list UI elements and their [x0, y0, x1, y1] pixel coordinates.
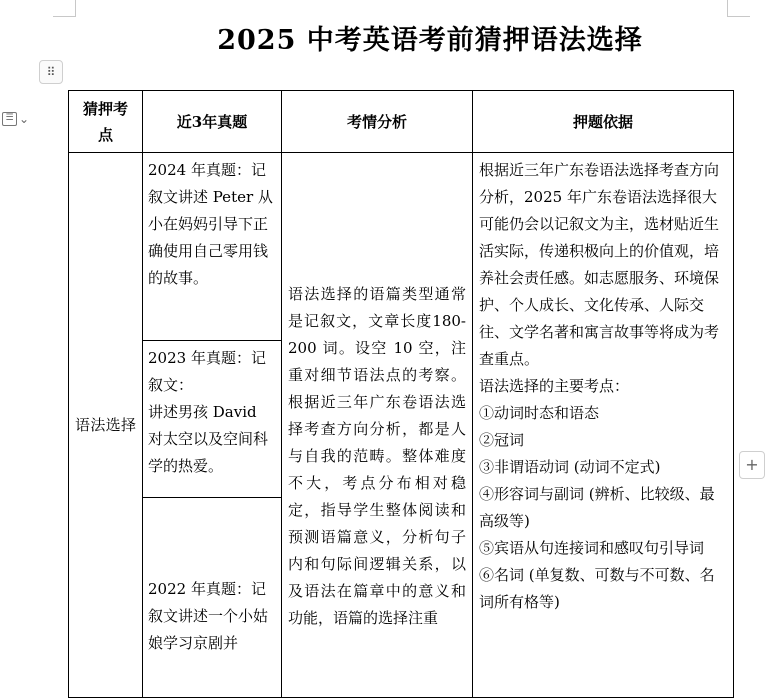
- header-exams: 近3年真题: [143, 91, 282, 153]
- exam-2022-text: 2022 年真题：记叙文讲述一个小姑娘学习京剧并: [148, 580, 269, 652]
- header-topic: 猜押考点: [69, 91, 143, 153]
- topic-label: 语法选择: [75, 416, 136, 434]
- basis-point: ⑥名词 (单复数、可数与不可数、名词所有格等): [479, 566, 715, 611]
- analysis-text: 语法选择的语篇类型通常是记叙文，文章长度180-200 词。设空 10 空，注重对细节语法点的考察。根据近三年广东卷语法选择考查方向分析，都是人与自我的范畴。整体难度不大，考点分布相对稳定，指导学生整体阅读和预测语篇意义，分析句子内和句际间逻辑关系，以及语法在篇章中的意义和功能，语篇的选择注重: [288, 285, 466, 627]
- exam-2022-cell: [143, 498, 282, 698]
- table-header-row: [69, 91, 734, 153]
- topic-cell: [69, 153, 143, 698]
- paragraph-icon: ☰: [2, 112, 17, 126]
- basis-intro: 根据近三年广东卷语法选择考查方向分析，2025 年广东卷语法选择很大可能仍会以记叙文为主，选材贴近生活实际，传递积极向上的价值观，培养社会责任感。如志愿服务、环境保护、个人成长、文化传承、人际交往、文学名著和寓言故事等将成为考查重点。: [479, 161, 720, 368]
- basis-point: ②冠词: [479, 431, 525, 449]
- basis-point: ③非谓语动词 (动词不定式): [479, 458, 661, 476]
- basis-point: ①动词时态和语态: [479, 404, 600, 422]
- header-basis: 押题依据: [473, 91, 734, 153]
- paragraph-format-button[interactable]: [2, 109, 40, 129]
- analysis-cell: [282, 153, 473, 698]
- page-corner-left: [53, 0, 76, 17]
- basis-cell: [473, 153, 734, 698]
- header-analysis: 考情分析: [282, 91, 473, 153]
- exam-2024-cell: [143, 153, 282, 341]
- basis-points-title: 语法选择的主要考点：: [479, 377, 630, 395]
- exam-2024-text: 2024 年真题：记叙文讲述 Peter 从小在妈妈引导下正确使用自己零用钱的故事。: [148, 161, 273, 287]
- add-column-button[interactable]: [739, 451, 765, 479]
- page-corner-right: [727, 0, 750, 17]
- exam-table: [68, 90, 734, 698]
- table-drag-handle-icon[interactable]: ⠿: [39, 60, 63, 84]
- basis-point: ⑤宾语从句连接词和感叹句引导词: [479, 539, 705, 557]
- plus-icon: +: [745, 455, 759, 474]
- exam-2023-cell: [143, 341, 282, 498]
- chevron-down-icon: ⌄: [19, 112, 30, 126]
- basis-point: ④形容词与副词 (辨析、比较级、最高级等): [479, 485, 715, 530]
- exam-2023-text: 2023 年真题：记叙文： 讲述男孩 David 对太空以及空间科学的热爱。: [148, 349, 269, 475]
- table-row: [69, 153, 734, 341]
- document-title: 2025 中考英语考前猜押语法选择: [217, 25, 643, 56]
